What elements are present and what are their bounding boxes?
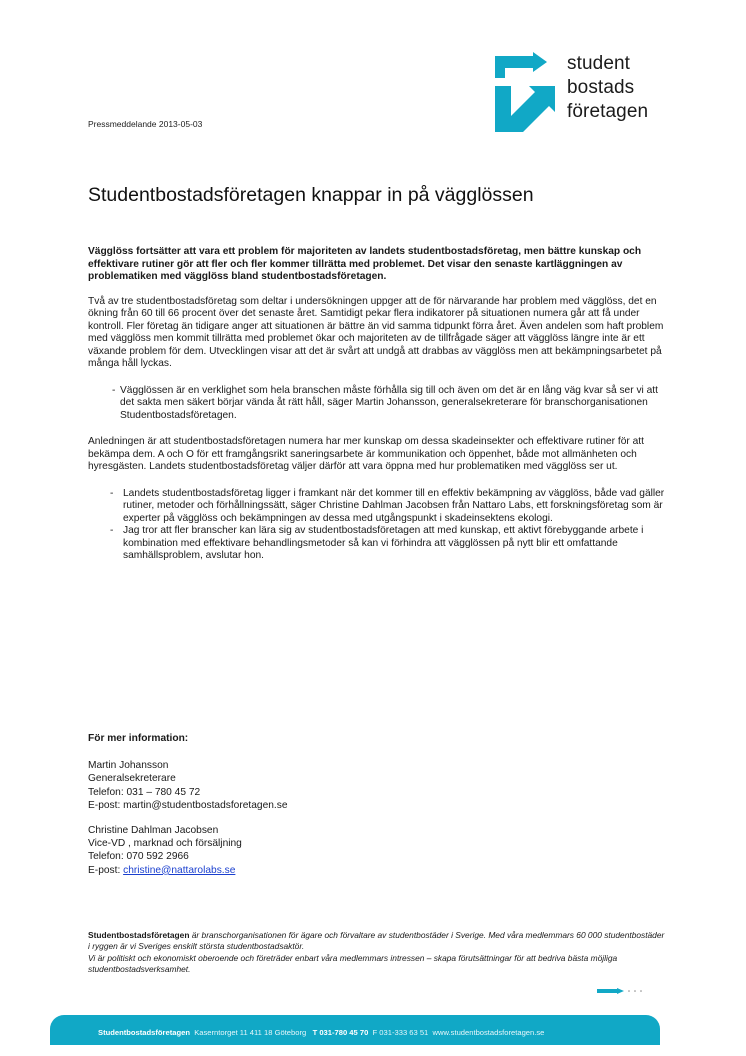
quote-list bbox=[88, 385, 666, 423]
quote-item bbox=[88, 488, 666, 526]
footer-phone: T 031-780 45 70 bbox=[312, 1028, 369, 1037]
quote-item bbox=[88, 525, 666, 563]
paragraph: Anledningen är att studentbostadsföretagen numera har mer kunskap om dessa skadeinsekter och effektivare rutiner för att bekämpa dem. A och O för ett framgångsrikt saneringsarbete är kommunikation och öppenhet, både mot allmänheten och hyresgästen. Landets studentbostadsföretag väljer därför att vara öppna med hur problematiken med vägglöss ser ut. bbox=[88, 436, 644, 472]
ingress: Vägglöss fortsätter att vara ett problem för majoriteten av landets studentbostadsföretag, men bättre kunskap och effektivare rutiner gör att fler och fler kommer tillrätta med problemet. Det visar den senaste kartläggningen av problematiken med vägglöss bland studentbostadsföretagen. bbox=[88, 246, 642, 282]
contact-heading: För mer information: bbox=[88, 733, 189, 744]
logo-line: student bbox=[567, 53, 631, 74]
about-org-name: Studentbostadsföretagen bbox=[88, 930, 190, 940]
contact-name: Martin Johansson bbox=[88, 760, 169, 772]
footer-text bbox=[98, 1028, 544, 1037]
quote-list bbox=[88, 488, 666, 563]
footer-web[interactable]: www.studentbostadsforetagen.se bbox=[432, 1028, 545, 1037]
contact-role: Generalsekreterare bbox=[88, 773, 176, 785]
company-logo bbox=[495, 52, 665, 132]
footer-org: Studentbostadsföretagen bbox=[98, 1028, 190, 1037]
contact-name: Christine Dahlman Jacobsen bbox=[88, 825, 219, 837]
about-text: är branschorganisationen för ägare och förvaltare av studentbostäder i Sverige. Med våra medlemmars 60 000 studentbostäder i ryggen är vi Sveriges enskilt största studentbostadsaktör. bbox=[88, 930, 665, 952]
quote-item bbox=[88, 385, 666, 423]
footer-arrow-icon bbox=[597, 988, 647, 998]
paragraph: Två av tre studentbostadsföretag som deltar i undersökningen uppger att de för närvarande har problem med vägglöss, det en ökning från 60 till 66 procent över det senaste året. Samtidigt pekar flera indikatorer på situationen numera går att få under kontroll. Fler företag än tidigare anger att situationen är bättre än vid samma tidpunkt förra året. Även andelen som haft problem med vägglöss men kommit tillrätta med problemet ökar och majoriteten av de tillfrågade säger att vägglöss längre inte är ett växande problem för dem. Utvecklingen visar att det är svårt att undgå att drabbas av vägglöss men att bekämpningsarbetet på många håll lyckas. bbox=[88, 295, 664, 369]
page-title: Studentbostadsföretagen knappar in på vägglössen bbox=[88, 184, 534, 206]
logo-line: bostads bbox=[567, 77, 635, 98]
about-text: Vi är politiskt och ekonomiskt oberoende och företräder enbart våra medlemmars intressen – skapa förutsättningar för att bedriva bästa möjliga studentbostadsverksamhet. bbox=[88, 952, 618, 975]
bullet-dash: - bbox=[112, 384, 116, 396]
contact-phone: Telefon: 070 592 2966 bbox=[88, 851, 189, 863]
article-body bbox=[88, 246, 666, 577]
logo-line: företagen bbox=[567, 101, 649, 122]
contact-block bbox=[88, 824, 666, 877]
footer-bar bbox=[50, 1015, 660, 1045]
quote-text: Vägglössen är en verklighet som hela branschen måste förhålla sig till och även om det är en lång väg kvar så ser vi att det sakta men säkert börjar vända åt rätt håll, säger Martin Johansson, generalsekreterare för branschorganisationen Studentbostadsföretagen. bbox=[120, 384, 658, 421]
footer-fax: F 031-333 63 51 bbox=[372, 1028, 429, 1037]
quote-text: Landets studentbostadsföretag ligger i framkant när det kommer till en effektiv bekämpning av vägglöss, både vad gäller rutiner, metoder och förhållningssätt, säger Christine Dahlman Jacobsen från Nattaro Labs, ett forskningsföretag som är experter på vägglöss och bekämpningen av dessa med utgångspunkt i skadeinsektens ekologi. bbox=[123, 487, 665, 524]
contact-info-section bbox=[88, 732, 666, 889]
email-link[interactable]: christine@nattarolabs.se bbox=[123, 864, 236, 876]
footer-address: Kaserntorget 11 411 18 Göteborg bbox=[194, 1028, 307, 1037]
contact-role: Vice-VD , marknad och försäljning bbox=[88, 838, 242, 850]
bullet-dash: - bbox=[110, 487, 114, 499]
press-release-date: Pressmeddelande 2013-05-03 bbox=[88, 119, 203, 129]
quote-text: Jag tror att fler branscher kan lära sig av studentbostadsföretagen att med kunskap, ett aktivt förebyggande arbete i kombination med effektivare behandlingsmetoder så kan vi förhindra att vägglössen på nytt blir ett omfattande samhällsproblem, avslutar hon. bbox=[123, 525, 644, 561]
contact-email bbox=[88, 864, 666, 877]
about-line bbox=[88, 930, 666, 953]
contact-email: E-post: martin@studentbostadsforetagen.se bbox=[88, 799, 288, 811]
contact-block bbox=[88, 759, 666, 812]
email-prefix: E-post: bbox=[88, 864, 124, 876]
about-organization bbox=[88, 930, 666, 976]
logo-arrow-icon bbox=[495, 52, 563, 132]
bullet-dash: - bbox=[110, 525, 114, 536]
contact-phone: Telefon: 031 – 780 45 72 bbox=[88, 786, 201, 798]
logo-wordmark bbox=[567, 52, 648, 124]
